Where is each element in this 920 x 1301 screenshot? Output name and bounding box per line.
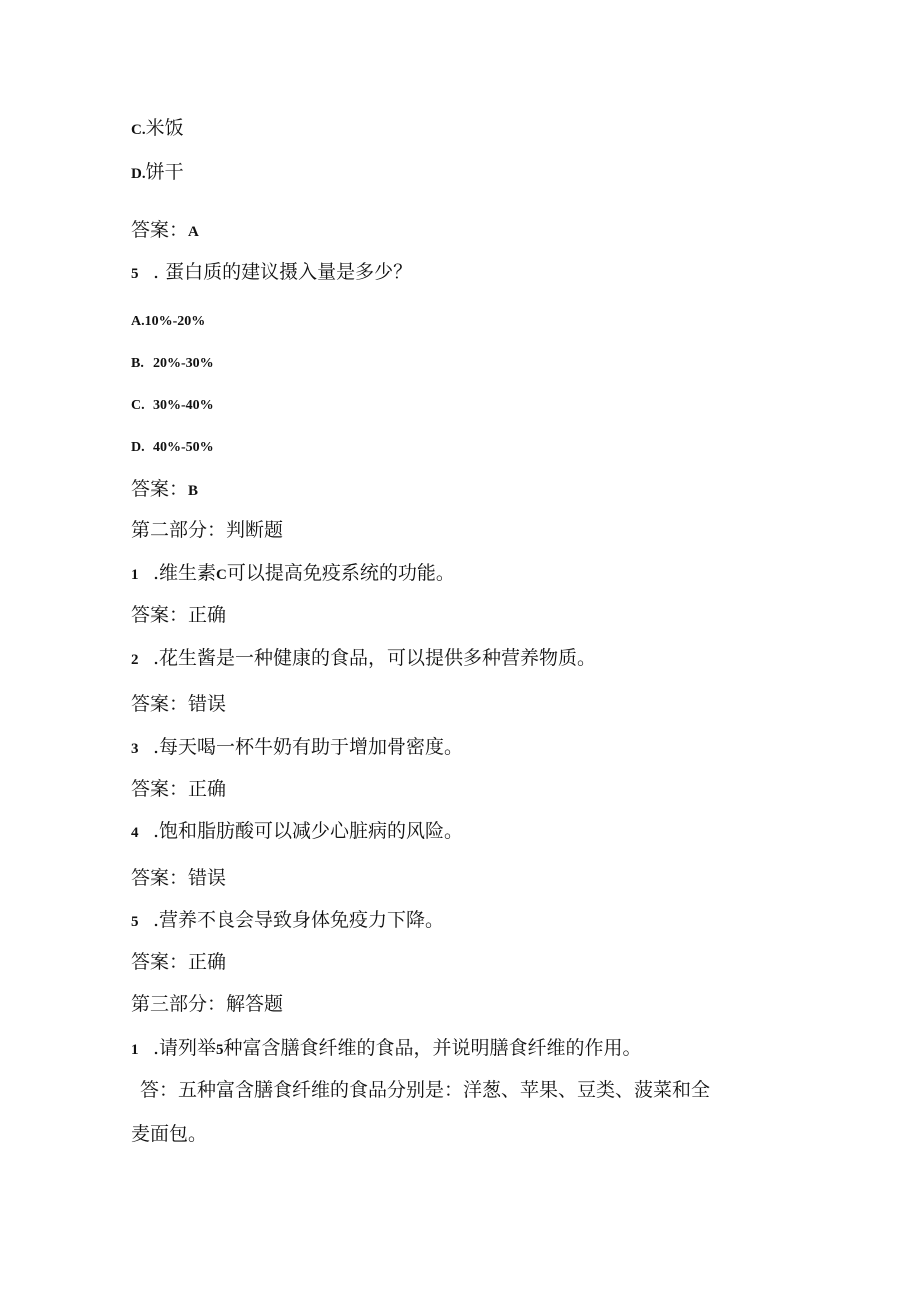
q5-question <box>131 260 412 286</box>
part2-item-5-number: 5 <box>131 914 139 930</box>
q5-option-b-label: B. <box>131 356 144 371</box>
part3-answer-line-1: 答：五种富含膳食纤维的食品分别是：洋葱、苹果、豆类、菠菜和全 <box>140 1079 711 1101</box>
part2-item-2-answer: 答案：错误 <box>131 693 227 715</box>
part3-q1-text-b: 5 <box>216 1042 224 1058</box>
part2-item-3 <box>131 735 463 761</box>
part3-question-1 <box>131 1036 642 1062</box>
q4-answer-prefix: 答案： <box>131 219 189 241</box>
q5-number: 5 <box>131 266 139 282</box>
q5-answer-prefix: 答案： <box>131 478 189 500</box>
part2-item-4-text: .饱和脂肪酸可以减少心脏病的风险。 <box>153 820 464 842</box>
part2-item-1-text-b: C <box>216 567 227 583</box>
part2-item-2 <box>131 646 596 672</box>
part2-item-1-answer: 答案：正确 <box>131 604 227 626</box>
q5-option-c-text: 30%-40% <box>153 398 214 413</box>
part2-item-1 <box>131 561 455 587</box>
q5-option-d <box>131 436 214 460</box>
q4-answer-value: A <box>188 224 199 240</box>
part2-item-1-number: 1 <box>131 567 139 583</box>
q5-option-b-text: 20%-30% <box>153 356 214 371</box>
part2-item-2-text: .花生酱是一种健康的食品，可以提供多种营养物质。 <box>153 647 597 669</box>
q5-text: . 蛋白质的建议摄入量是多少？ <box>153 261 413 283</box>
part2-title: 第二部分：判断题 <box>131 519 284 541</box>
q5-answer-value: B <box>188 483 199 499</box>
part2-item-5 <box>131 908 444 934</box>
q5-option-c-label: C. <box>131 398 145 413</box>
q5-answer <box>131 477 198 503</box>
option-c <box>131 116 184 142</box>
part3-answer-line-2: 麦面包。 <box>131 1123 208 1145</box>
option-c-label: C. <box>131 122 146 138</box>
q5-option-c <box>131 394 214 418</box>
part3-q1-number: 1 <box>131 1042 139 1058</box>
q5-option-a <box>131 310 205 334</box>
part2-item-4 <box>131 819 463 845</box>
part2-item-4-answer: 答案：错误 <box>131 867 227 889</box>
part2-item-5-answer: 答案：正确 <box>131 951 227 973</box>
part3-q1-text-a: .请列举 <box>153 1037 217 1059</box>
q5-option-d-label: D. <box>131 440 145 455</box>
option-d <box>131 160 184 186</box>
part2-item-1-text-c: 可以提高免疫系统的功能。 <box>226 562 455 584</box>
part2-item-3-text: .每天喝一杯牛奶有助于增加骨密度。 <box>153 736 464 758</box>
option-d-label: D. <box>131 166 146 182</box>
q5-option-a-label: A. <box>131 314 145 329</box>
q4-answer <box>131 218 199 244</box>
option-d-text: 饼干 <box>145 161 184 183</box>
option-c-text: 米饭 <box>145 117 184 139</box>
part2-item-4-number: 4 <box>131 825 139 841</box>
part2-item-3-answer: 答案：正确 <box>131 778 227 800</box>
part2-item-2-number: 2 <box>131 652 139 668</box>
part2-item-1-text-a: .维生素 <box>153 562 217 584</box>
part3-q1-text-c: 种富含膳食纤维的食品，并说明膳食纤维的作用。 <box>223 1037 642 1059</box>
part3-title: 第三部分：解答题 <box>131 993 284 1015</box>
q5-option-a-text: 10%-20% <box>144 314 206 329</box>
q5-option-d-text: 40%-50% <box>153 440 214 455</box>
part2-item-5-text: .营养不良会导致身体免疫力下降。 <box>153 909 445 931</box>
q5-option-b <box>131 352 214 376</box>
part2-item-3-number: 3 <box>131 741 139 757</box>
